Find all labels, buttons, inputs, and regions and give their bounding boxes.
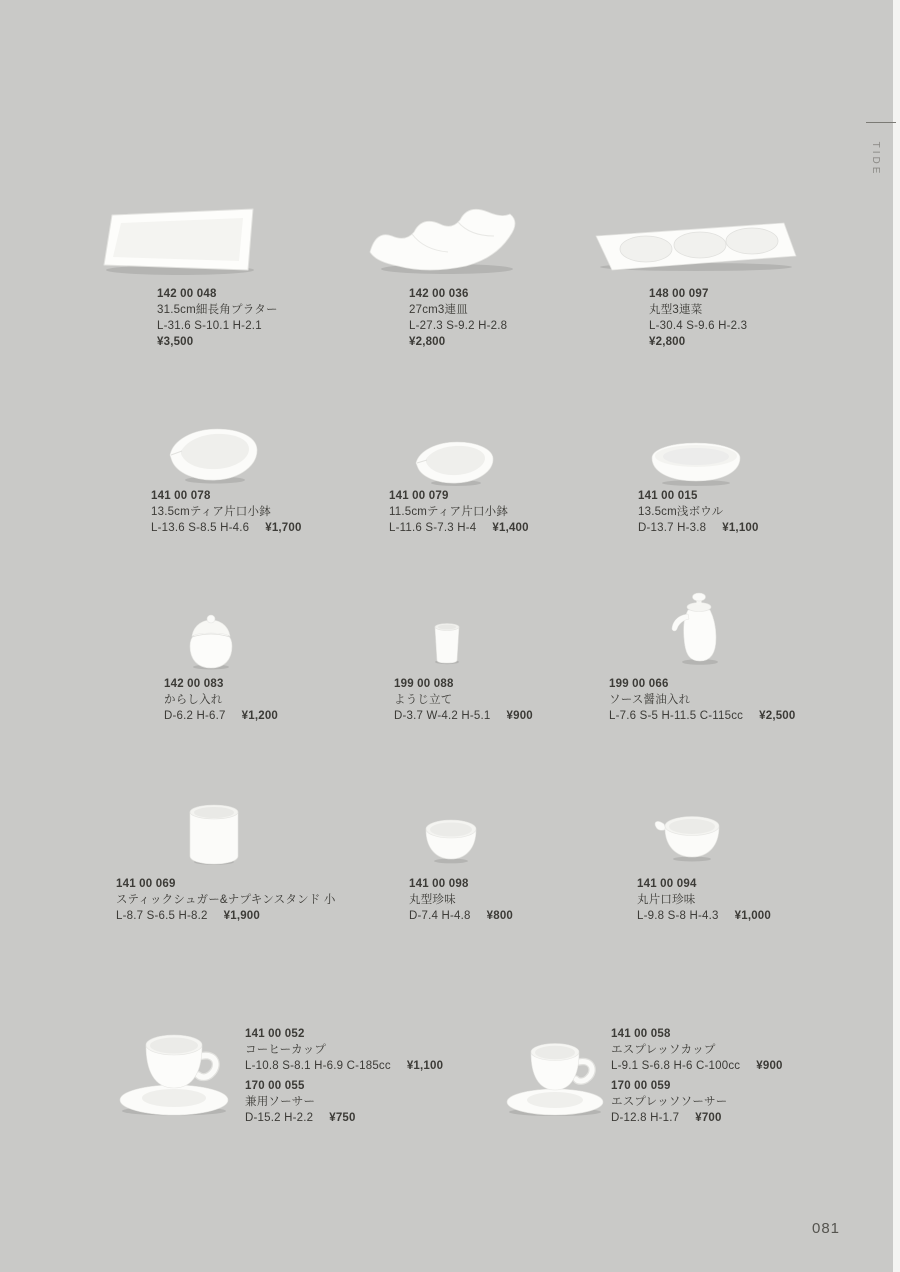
product-cell [394,676,533,724]
product-name: コーヒーカップ [245,1044,327,1056]
round-bowl-image [421,816,481,864]
product-cell [157,286,278,350]
product-dims: L-11.6 S-7.3 H-4 [389,522,477,534]
product-price: ¥1,200 [241,710,279,722]
product-price: ¥1,100 [722,522,759,534]
product-cell [151,488,302,536]
product-code: 141 00 052 [245,1028,305,1040]
page-edge-strip [893,0,900,1272]
product-cell [116,876,336,924]
product-price: ¥1,400 [492,522,529,534]
product-image-rect-platter [100,205,260,277]
product-price: ¥1,100 [406,1060,444,1072]
product-image-shallow-bowl [648,441,743,486]
product-code: 141 00 094 [637,878,697,890]
product-price: ¥1,000 [734,910,771,922]
product-code: 199 00 088 [394,678,454,690]
product-dims: D-6.2 H-6.7 [164,710,226,722]
product-name: 11.5cmティア片口小鉢 [389,506,509,518]
product-image-three-well-tray [588,220,803,272]
product-code: 170 00 059 [611,1080,671,1092]
product-name: 13.5cmティア片口小鉢 [151,506,271,518]
product-dims: L-10.8 S-8.1 H-6.9 C-185cc [245,1060,391,1072]
product-name: 丸型3連菜 [649,304,703,316]
three-well-tray-image [588,220,803,272]
product-dims: L-8.7 S-6.5 H-8.2 [116,910,208,922]
product-cell [611,1078,727,1126]
product-name: ようじ立て [394,694,453,706]
product-cell [409,876,513,924]
product-price: ¥750 [329,1112,356,1124]
mustard-pot-image [184,612,239,670]
spout-round-bowl-image [652,812,730,862]
product-cell [609,676,796,724]
product-cell [409,286,507,350]
product-image-spout-bowl-small [413,438,498,486]
product-cell [164,676,278,724]
product-price: ¥900 [756,1060,783,1072]
product-price: ¥2,800 [649,336,686,348]
product-price: ¥700 [695,1112,722,1124]
product-code: 199 00 066 [609,678,669,690]
product-image-soy-sauce-pot [658,588,728,666]
product-image-spout-round-bowl [652,812,730,862]
product-image-espresso-cup-set [500,1036,610,1118]
product-dims: L-13.6 S-8.5 H-4.6 [151,522,250,534]
product-name: からし入れ [164,694,223,706]
product-dims: D-12.8 H-1.7 [611,1112,680,1124]
stick-stand-image [183,800,245,866]
series-label: TIDE [870,141,881,177]
product-code: 141 00 069 [116,878,176,890]
product-dims: D-15.2 H-2.2 [245,1112,314,1124]
product-image-coffee-cup-set [112,1026,237,1118]
product-dims: L-27.3 S-9.2 H-2.8 [409,320,508,332]
product-price: ¥2,800 [409,336,446,348]
product-image-round-bowl [421,816,481,864]
product-name: エスプレッソカップ [611,1044,716,1056]
product-dims: L-9.1 S-6.8 H-6 C-100cc [611,1060,741,1072]
product-code: 148 00 097 [649,288,709,300]
product-name: ソース醤油入れ [609,694,691,706]
product-price: ¥3,500 [157,336,194,348]
product-name: 丸型珍味 [409,894,456,906]
product-code: 141 00 079 [389,490,449,502]
product-name: 13.5cm浅ボウル [638,506,724,518]
product-cell [611,1026,783,1074]
spout-bowl-small-image [413,438,498,486]
product-code: 142 00 083 [164,678,224,690]
product-code: 142 00 036 [409,288,469,300]
toothpick-stand-image [427,620,467,665]
product-dims: L-30.4 S-9.6 H-2.3 [649,320,748,332]
product-name: 丸片口珍味 [637,894,696,906]
product-name: エスプレッソソーサー [611,1096,728,1108]
product-code: 141 00 058 [611,1028,671,1040]
product-image-spout-bowl-large [167,424,262,484]
product-name: 31.5cm細長角プラター [157,304,278,316]
series-rule [866,122,896,123]
product-cell [245,1026,443,1074]
product-dims: D-7.4 H-4.8 [409,910,471,922]
product-image-toothpick-stand [427,620,467,665]
product-price: ¥800 [486,910,514,922]
product-name: 27cm3連皿 [409,304,468,316]
product-name: 兼用ソーサー [245,1096,316,1108]
product-dims: D-3.7 W-4.2 H-5.1 [394,710,491,722]
product-code: 141 00 098 [409,878,469,890]
product-cell [638,488,759,536]
product-price: ¥1,900 [223,910,260,922]
wave-plate-image [362,192,532,277]
coffee-cup-set-image [112,1026,237,1118]
product-code: 141 00 078 [151,490,211,502]
product-code: 142 00 048 [157,288,217,300]
product-dims: L-7.6 S-5 H-11.5 C-115cc [609,710,744,722]
product-price: ¥900 [506,710,533,722]
product-code: 170 00 055 [245,1080,305,1092]
product-price: ¥1,700 [265,522,302,534]
product-dims: D-13.7 H-3.8 [638,522,707,534]
product-image-mustard-pot [184,612,239,670]
shallow-bowl-image [648,441,743,486]
product-cell [649,286,747,350]
product-name: スティックシュガー&ナプキンスタンド 小 [116,894,336,906]
product-code: 141 00 015 [638,490,698,502]
rect-platter-image [100,205,260,277]
product-image-stick-stand [183,800,245,866]
product-image-wave-plate [362,192,532,277]
product-cell [637,876,771,924]
page-number: 081 [812,1220,841,1237]
product-dims: L-9.8 S-8 H-4.3 [637,910,719,922]
soy-sauce-pot-image [658,588,728,666]
spout-bowl-large-image [167,424,262,484]
product-cell [389,488,529,536]
espresso-cup-set-image [500,1036,610,1118]
product-cell [245,1078,356,1126]
product-dims: L-31.6 S-10.1 H-2.1 [157,320,262,332]
product-price: ¥2,500 [759,710,796,722]
